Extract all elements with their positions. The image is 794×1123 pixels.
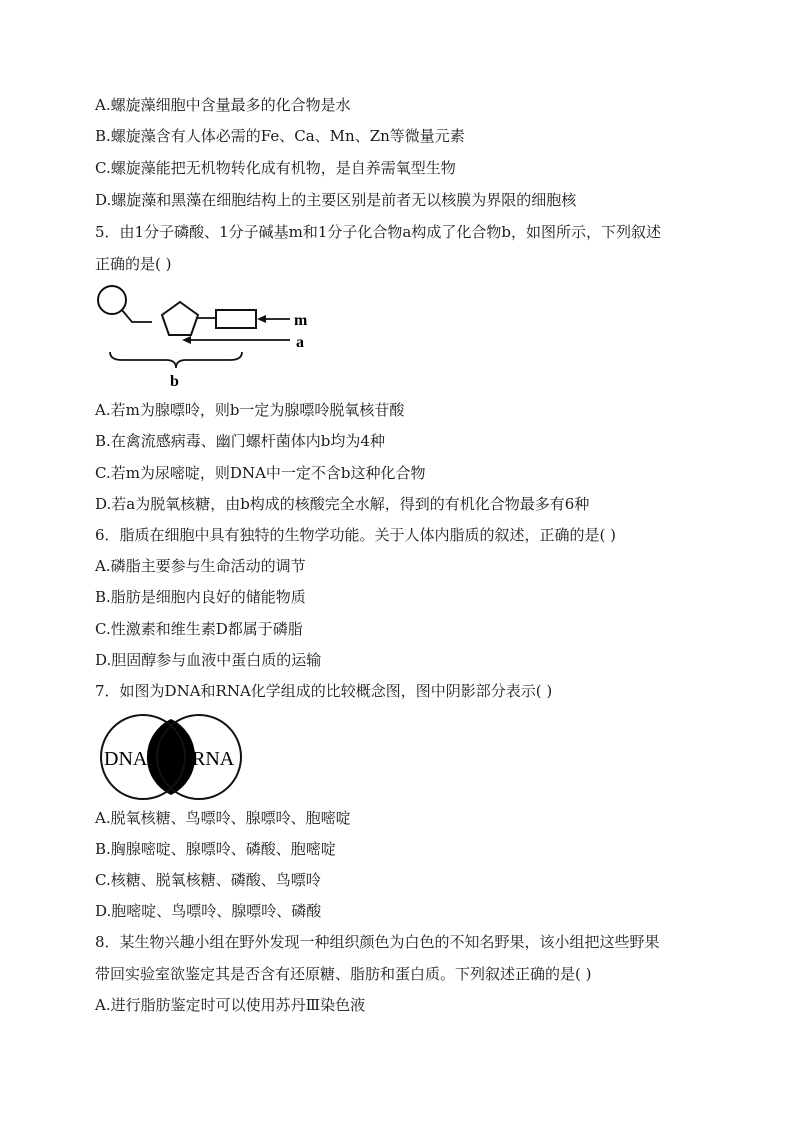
nucleotide-diagram bbox=[90, 280, 330, 392]
q6-option-b: B.脂肪是细胞内良好的储能物质 bbox=[95, 588, 306, 606]
q5-option-c: C.若m为尿嘧啶，则DNA中一定不含b这种化合物 bbox=[95, 464, 426, 482]
arrow-m-head bbox=[257, 315, 266, 323]
venn-diagram bbox=[98, 712, 248, 802]
q8-option-a: A.进行脂肪鉴定时可以使用苏丹Ⅲ染色液 bbox=[95, 996, 366, 1014]
q7-option-b: B.胸腺嘧啶、腺嘌呤、磷酸、胞嘧啶 bbox=[95, 840, 336, 858]
venn-label-rna: RNA bbox=[192, 748, 235, 770]
q6-option-d: D.胆固醇参与血液中蛋白质的运输 bbox=[95, 651, 322, 669]
q4-option-d: D.螺旋藻和黑藻在细胞结构上的主要区别是前者无以核膜为界限的细胞核 bbox=[95, 191, 577, 209]
label-m: m bbox=[294, 312, 308, 329]
q5-option-b: B.在禽流感病毒、幽门螺杆菌体内b均为4种 bbox=[95, 432, 385, 450]
phosphate-circle bbox=[98, 286, 126, 314]
label-b: b bbox=[170, 373, 179, 390]
q7-stem: 7．如图为DNA和RNA化学组成的比较概念图，图中阴影部分表示( ) bbox=[95, 682, 553, 700]
arrow-a-head bbox=[182, 336, 191, 344]
q4-option-c: C.螺旋藻能把无机物转化成有机物，是自养需氧型生物 bbox=[95, 159, 456, 177]
phosphate-bond bbox=[122, 310, 152, 322]
q7-option-d: D.胞嘧啶、鸟嘌呤、腺嘌呤、磷酸 bbox=[95, 902, 322, 920]
q5-stem-line2: 正确的是( ) bbox=[95, 255, 172, 273]
label-a: a bbox=[296, 334, 304, 351]
q8-stem-line1: 8．某生物兴趣小组在野外发现一种组织颜色为白色的不知名野果，该小组把这些野果 bbox=[95, 933, 660, 951]
base-rectangle bbox=[216, 310, 256, 328]
q5-option-d: D.若a为脱氧核糖，由b构成的核酸完全水解，得到的有机化合物最多有6种 bbox=[95, 495, 590, 513]
q7-option-a: A.脱氧核糖、鸟嘌呤、腺嘌呤、胞嘧啶 bbox=[95, 809, 351, 827]
q8-stem-line2: 带回实验室欲鉴定其是否含有还原糖、脂肪和蛋白质。下列叙述正确的是( ) bbox=[95, 965, 592, 983]
q5-stem-line1: 5．由1分子磷酸、1分子碱基m和1分子化合物a构成了化合物b，如图所示，下列叙述 bbox=[95, 223, 661, 241]
q6-option-a: A.磷脂主要参与生命活动的调节 bbox=[95, 557, 306, 575]
venn-overlap-shaded bbox=[147, 719, 195, 795]
venn-label-dna: DNA bbox=[104, 748, 148, 770]
q4-option-b: B.螺旋藻含有人体必需的Fe、Ca、Mn、Zn等微量元素 bbox=[95, 127, 465, 145]
q4-option-a: A.螺旋藻细胞中含量最多的化合物是水 bbox=[95, 96, 351, 114]
q5-option-a: A.若m为腺嘌呤，则b一定为腺嘌呤脱氧核苷酸 bbox=[95, 401, 405, 419]
pentose-sugar bbox=[162, 302, 198, 335]
brace-b bbox=[110, 352, 242, 368]
q6-option-c: C.性激素和维生素D都属于磷脂 bbox=[95, 620, 303, 638]
q6-stem: 6．脂质在细胞中具有独特的生物学功能。关于人体内脂质的叙述，正确的是( ) bbox=[95, 526, 617, 544]
q7-option-c: C.核糖、脱氧核糖、磷酸、鸟嘌呤 bbox=[95, 871, 321, 889]
